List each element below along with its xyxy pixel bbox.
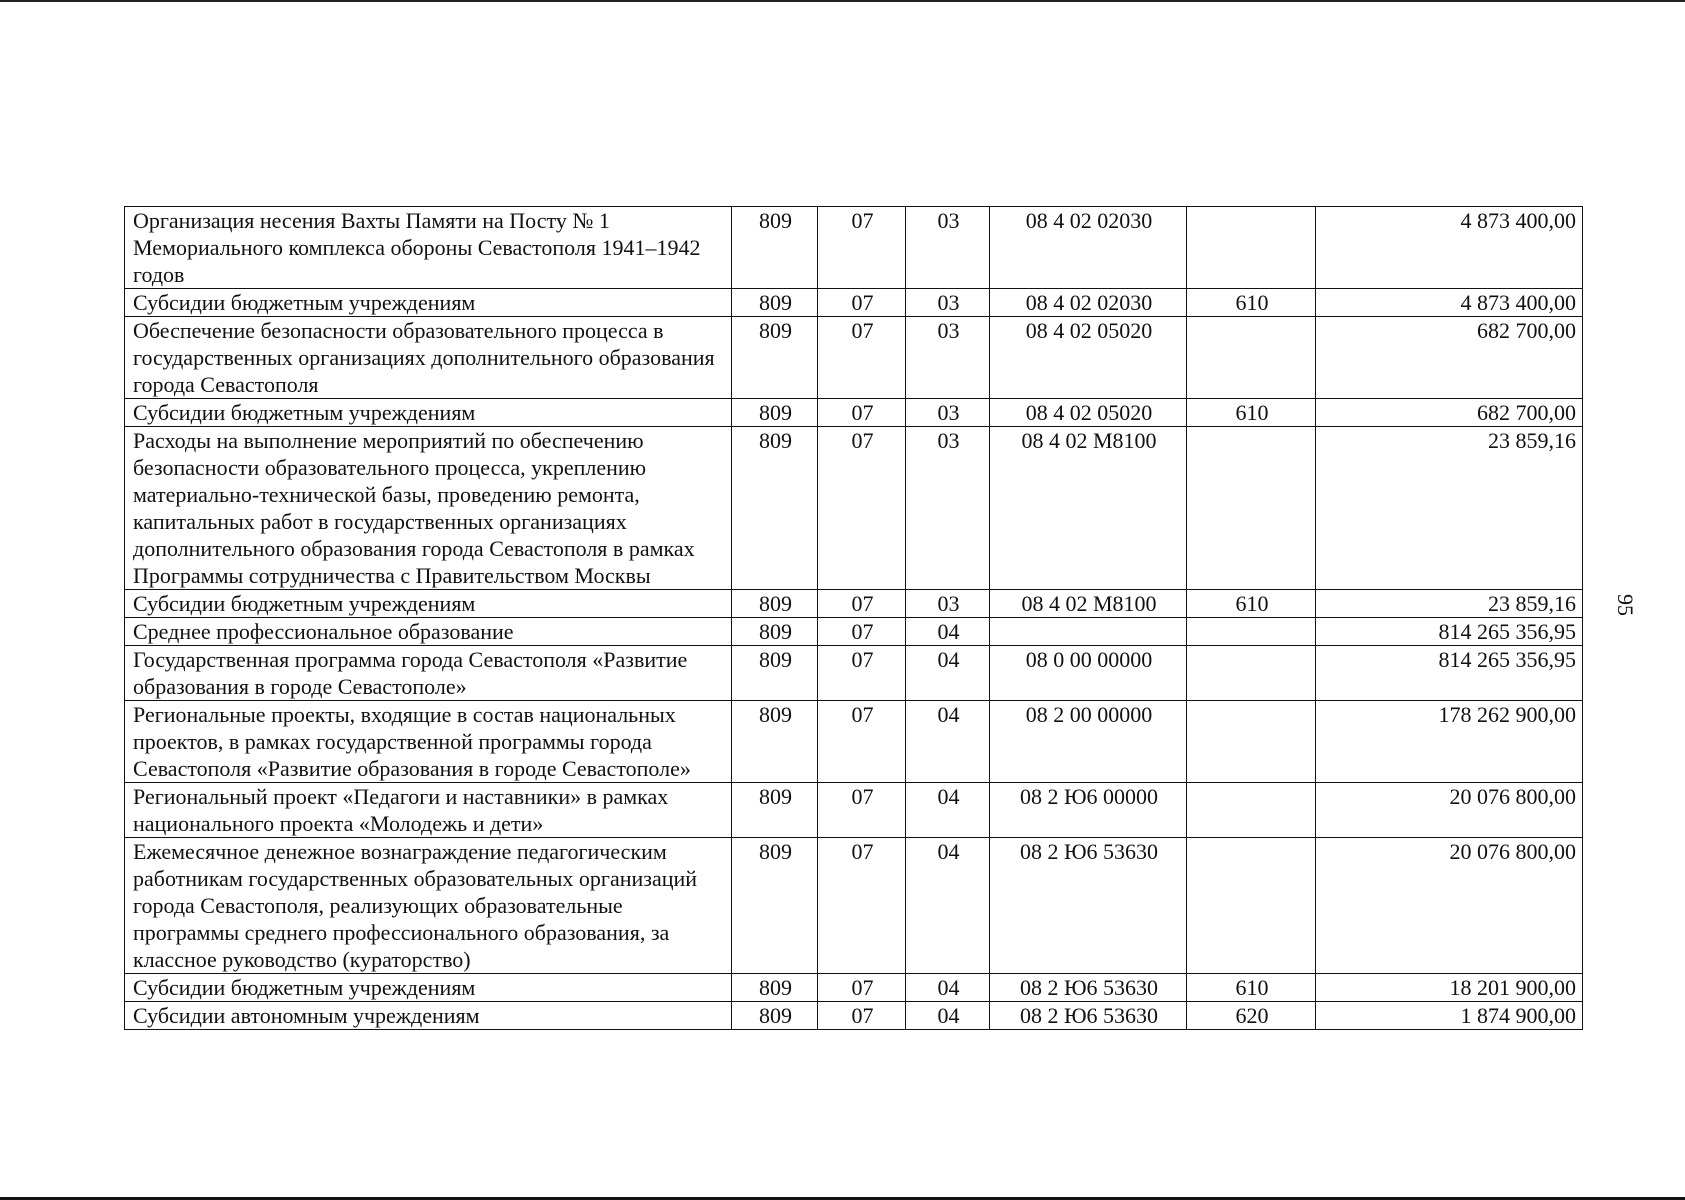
cell-section: 07 (818, 701, 906, 783)
cell-expense-type (1187, 427, 1316, 590)
cell-target-article: 08 2 00 00000 (990, 701, 1187, 783)
cell-name: Субсидии бюджетным учреждениям (125, 590, 732, 618)
cell-name: Организация несения Вахты Памяти на Посту № 1 Мемориального комплекса обороны Севастополя 1941–1942 годов (125, 207, 732, 289)
cell-section: 07 (818, 646, 906, 701)
cell-expense-type (1187, 618, 1316, 646)
cell-subsection: 03 (906, 317, 990, 399)
cell-subsection: 03 (906, 427, 990, 590)
cell-admin-code: 809 (732, 317, 818, 399)
cell-subsection: 04 (906, 838, 990, 974)
cell-target-article: 08 4 02 05020 (990, 317, 1187, 399)
budget-table-body (125, 207, 1583, 1030)
cell-target-article: 08 4 02 М8100 (990, 427, 1187, 590)
cell-amount: 18 201 900,00 (1316, 974, 1583, 1002)
cell-expense-type: 610 (1187, 974, 1316, 1002)
cell-section: 07 (818, 399, 906, 427)
cell-admin-code: 809 (732, 646, 818, 701)
table-row (125, 974, 1583, 1002)
cell-section: 07 (818, 590, 906, 618)
table-row (125, 289, 1583, 317)
table-row (125, 783, 1583, 838)
cell-name: Расходы на выполнение мероприятий по обеспечению безопасности образовательного процесса, укреплению материально-технической базы, проведению ремонта, капитальных работ в государственных организациях дополнительного образования города Севастополя в рамках Программы сотрудничества с Правительством Москвы (125, 427, 732, 590)
cell-amount: 23 859,16 (1316, 590, 1583, 618)
cell-subsection: 03 (906, 289, 990, 317)
cell-amount: 4 873 400,00 (1316, 289, 1583, 317)
table-row (125, 427, 1583, 590)
cell-admin-code: 809 (732, 838, 818, 974)
cell-expense-type (1187, 207, 1316, 289)
cell-expense-type: 610 (1187, 289, 1316, 317)
cell-section: 07 (818, 207, 906, 289)
cell-target-article: 08 0 00 00000 (990, 646, 1187, 701)
table-row (125, 646, 1583, 701)
cell-expense-type (1187, 646, 1316, 701)
cell-admin-code: 809 (732, 399, 818, 427)
table-row (125, 1002, 1583, 1030)
cell-admin-code: 809 (732, 427, 818, 590)
cell-section: 07 (818, 289, 906, 317)
cell-target-article (990, 618, 1187, 646)
cell-amount: 23 859,16 (1316, 427, 1583, 590)
cell-target-article: 08 2 Ю6 53630 (990, 974, 1187, 1002)
cell-name: Субсидии автономным учреждениям (125, 1002, 732, 1030)
cell-subsection: 04 (906, 974, 990, 1002)
scan-edge-top (0, 0, 1685, 2)
cell-amount: 682 700,00 (1316, 317, 1583, 399)
cell-target-article: 08 4 02 05020 (990, 399, 1187, 427)
cell-target-article: 08 4 02 02030 (990, 289, 1187, 317)
budget-table (124, 206, 1583, 1030)
cell-name: Субсидии бюджетным учреждениям (125, 974, 732, 1002)
cell-section: 07 (818, 1002, 906, 1030)
cell-admin-code: 809 (732, 289, 818, 317)
cell-subsection: 04 (906, 618, 990, 646)
cell-admin-code: 809 (732, 974, 818, 1002)
cell-expense-type: 610 (1187, 399, 1316, 427)
cell-name: Региональный проект «Педагоги и наставники» в рамках национального проекта «Молодежь и дети» (125, 783, 732, 838)
cell-section: 07 (818, 427, 906, 590)
cell-amount: 20 076 800,00 (1316, 838, 1583, 974)
cell-name: Субсидии бюджетным учреждениям (125, 399, 732, 427)
cell-expense-type (1187, 783, 1316, 838)
cell-section: 07 (818, 838, 906, 974)
cell-subsection: 04 (906, 701, 990, 783)
cell-admin-code: 809 (732, 783, 818, 838)
cell-expense-type: 610 (1187, 590, 1316, 618)
cell-amount: 178 262 900,00 (1316, 701, 1583, 783)
cell-amount: 814 265 356,95 (1316, 646, 1583, 701)
table-row (125, 207, 1583, 289)
cell-name: Ежемесячное денежное вознаграждение педагогическим работникам государственных образовательных организаций города Севастополя, реализующих образовательные программы среднего профессионального образования, за классное руководство (кураторство) (125, 838, 732, 974)
table-row (125, 590, 1583, 618)
cell-target-article: 08 2 Ю6 53630 (990, 1002, 1187, 1030)
cell-section: 07 (818, 974, 906, 1002)
cell-name: Субсидии бюджетным учреждениям (125, 289, 732, 317)
cell-amount: 814 265 356,95 (1316, 618, 1583, 646)
cell-subsection: 03 (906, 207, 990, 289)
cell-subsection: 04 (906, 646, 990, 701)
cell-amount: 4 873 400,00 (1316, 207, 1583, 289)
cell-name: Обеспечение безопасности образовательного процесса в государственных организациях дополнительного образования города Севастополя (125, 317, 732, 399)
table-row (125, 317, 1583, 399)
cell-section: 07 (818, 783, 906, 838)
table-row (125, 399, 1583, 427)
cell-name: Региональные проекты, входящие в состав национальных проектов, в рамках государственной программы города Севастополя «Развитие образования в городе Севастополе» (125, 701, 732, 783)
table-row (125, 701, 1583, 783)
cell-subsection: 04 (906, 783, 990, 838)
cell-target-article: 08 4 02 М8100 (990, 590, 1187, 618)
cell-amount: 682 700,00 (1316, 399, 1583, 427)
cell-subsection: 03 (906, 399, 990, 427)
cell-target-article: 08 2 Ю6 00000 (990, 783, 1187, 838)
cell-admin-code: 809 (732, 590, 818, 618)
cell-admin-code: 809 (732, 701, 818, 783)
cell-subsection: 04 (906, 1002, 990, 1030)
cell-name: Государственная программа города Севастополя «Развитие образования в городе Севастополе» (125, 646, 732, 701)
page-number: 95 (1613, 594, 1638, 616)
cell-subsection: 03 (906, 590, 990, 618)
cell-section: 07 (818, 317, 906, 399)
cell-target-article: 08 2 Ю6 53630 (990, 838, 1187, 974)
cell-target-article: 08 4 02 02030 (990, 207, 1187, 289)
cell-expense-type (1187, 838, 1316, 974)
cell-expense-type (1187, 701, 1316, 783)
cell-name: Среднее профессиональное образование (125, 618, 732, 646)
cell-admin-code: 809 (732, 1002, 818, 1030)
cell-admin-code: 809 (732, 618, 818, 646)
table-row (125, 838, 1583, 974)
cell-expense-type: 620 (1187, 1002, 1316, 1030)
cell-expense-type (1187, 317, 1316, 399)
cell-section: 07 (818, 618, 906, 646)
cell-admin-code: 809 (732, 207, 818, 289)
cell-amount: 1 874 900,00 (1316, 1002, 1583, 1030)
table-row (125, 618, 1583, 646)
cell-amount: 20 076 800,00 (1316, 783, 1583, 838)
